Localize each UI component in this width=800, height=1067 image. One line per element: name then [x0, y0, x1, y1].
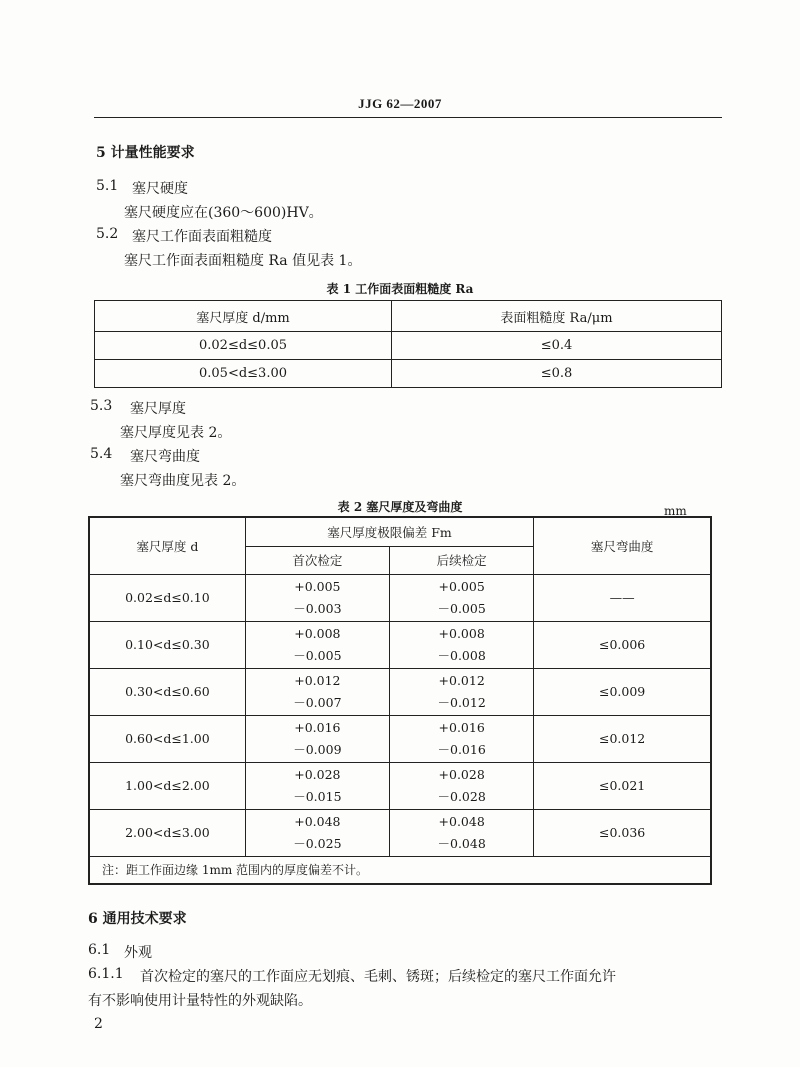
clause-5-4-number: 5.4 [90, 446, 113, 462]
section-6-title: 6 通用技术要求 [88, 911, 187, 927]
clause-6-1-number: 6.1 [88, 942, 111, 958]
clause-6-1-1-number: 6.1.1 [88, 966, 124, 982]
bend-value: ≤0.021 [534, 762, 711, 809]
clause-5-1-text: 塞尺硬度应在(360～600)HV。 [124, 205, 323, 221]
clause-5-3-number: 5.3 [90, 398, 113, 414]
sub-upper: +0.048 [438, 813, 485, 829]
table-2 [88, 516, 712, 885]
table-2-range: 0.10<d≤0.30 [89, 621, 245, 668]
page-number: 2 [94, 1016, 103, 1032]
first-lower: －0.007 [293, 694, 342, 710]
clause-5-1-number: 5.1 [96, 178, 119, 194]
first-upper: +0.012 [294, 672, 341, 688]
first-upper: +0.005 [294, 578, 341, 594]
first-upper: +0.048 [294, 813, 341, 829]
table-2-header-subsequent: 后续检定 [390, 546, 534, 574]
table-1 [94, 300, 722, 388]
bend-value: ≤0.036 [534, 809, 711, 856]
table-2-header-thickness: 塞尺厚度 d [89, 517, 245, 574]
table-2-header-limit: 塞尺厚度极限偏差 Fm [245, 517, 534, 546]
table-1-cell: ≤0.4 [392, 332, 722, 360]
first-upper: +0.008 [294, 625, 341, 641]
clause-5-4-text: 塞尺弯曲度见表 2。 [120, 473, 246, 489]
clause-6-1-title: 外观 [124, 945, 152, 961]
document-code: JJG 62—2007 [358, 96, 442, 111]
header-rule [94, 117, 722, 118]
bend-value: ≤0.006 [534, 621, 711, 668]
sub-upper: +0.028 [438, 766, 485, 782]
table-2-row [89, 762, 711, 809]
clause-6-1-1-line-1: 首次检定的塞尺的工作面应无划痕、毛刺、锈斑；后续检定的塞尺工作面允许 [140, 969, 616, 985]
table-2-range: 2.00<d≤3.00 [89, 809, 245, 856]
clause-5-3-text: 塞尺厚度见表 2。 [120, 425, 232, 441]
table-2-range: 0.30<d≤0.60 [89, 668, 245, 715]
table-1-cell: 0.05<d≤3.00 [95, 360, 392, 388]
sub-lower: －0.016 [437, 741, 486, 757]
sub-upper: +0.016 [438, 719, 485, 735]
sub-upper: +0.005 [438, 578, 485, 594]
table-2-row [89, 715, 711, 762]
table-2-note: 注：距工作面边缘 1mm 范围内的厚度偏差不计。 [89, 856, 711, 884]
table-2-header-first: 首次检定 [245, 546, 389, 574]
section-5-title: 5 计量性能要求 [96, 145, 195, 161]
clause-5-2-text: 塞尺工作面表面粗糙度 Ra 值见表 1。 [124, 253, 362, 269]
sub-lower: －0.048 [437, 835, 486, 851]
first-lower: －0.003 [293, 600, 342, 616]
clause-6-1-1-line-2: 有不影响使用计量特性的外观缺陷。 [88, 993, 312, 1009]
bend-value: ≤0.009 [534, 668, 711, 715]
bend-value: —— [534, 574, 711, 621]
sub-lower: －0.005 [437, 600, 486, 616]
table-2-range: 0.60<d≤1.00 [89, 715, 245, 762]
sub-upper: +0.008 [438, 625, 485, 641]
first-lower: －0.015 [293, 788, 342, 804]
table-1-cell: 0.02≤d≤0.05 [95, 332, 392, 360]
first-upper: +0.028 [294, 766, 341, 782]
table-1-header-roughness: 表面粗糙度 Ra/μm [392, 301, 722, 332]
first-lower: －0.005 [293, 647, 342, 663]
table-1-header-thickness: 塞尺厚度 d/mm [95, 301, 392, 332]
table-2-caption: 表 2 塞尺厚度及弯曲度 [337, 500, 463, 514]
clause-5-3-title: 塞尺厚度 [130, 401, 186, 417]
bend-value: ≤0.012 [534, 715, 711, 762]
first-upper: +0.016 [294, 719, 341, 735]
table-2-row [89, 668, 711, 715]
clause-5-2-number: 5.2 [96, 226, 119, 242]
table-2-header-bend: 塞尺弯曲度 [534, 517, 711, 574]
first-lower: －0.009 [293, 741, 342, 757]
sub-lower: －0.008 [437, 647, 486, 663]
table-1-cell: ≤0.8 [392, 360, 722, 388]
table-2-unit: mm [664, 504, 687, 518]
sub-lower: －0.012 [437, 694, 486, 710]
sub-upper: +0.012 [438, 672, 485, 688]
table-2-row [89, 621, 711, 668]
table-1-caption: 表 1 工作面表面粗糙度 Ra [326, 282, 474, 296]
first-lower: －0.025 [293, 835, 342, 851]
table-2-range: 0.02≤d≤0.10 [89, 574, 245, 621]
table-2-row [89, 809, 711, 856]
table-2-row [89, 574, 711, 621]
sub-lower: －0.028 [437, 788, 486, 804]
clause-5-4-title: 塞尺弯曲度 [130, 449, 200, 465]
clause-5-2-title: 塞尺工作面表面粗糙度 [132, 229, 272, 245]
table-2-range: 1.00<d≤2.00 [89, 762, 245, 809]
clause-5-1-title: 塞尺硬度 [132, 181, 188, 197]
